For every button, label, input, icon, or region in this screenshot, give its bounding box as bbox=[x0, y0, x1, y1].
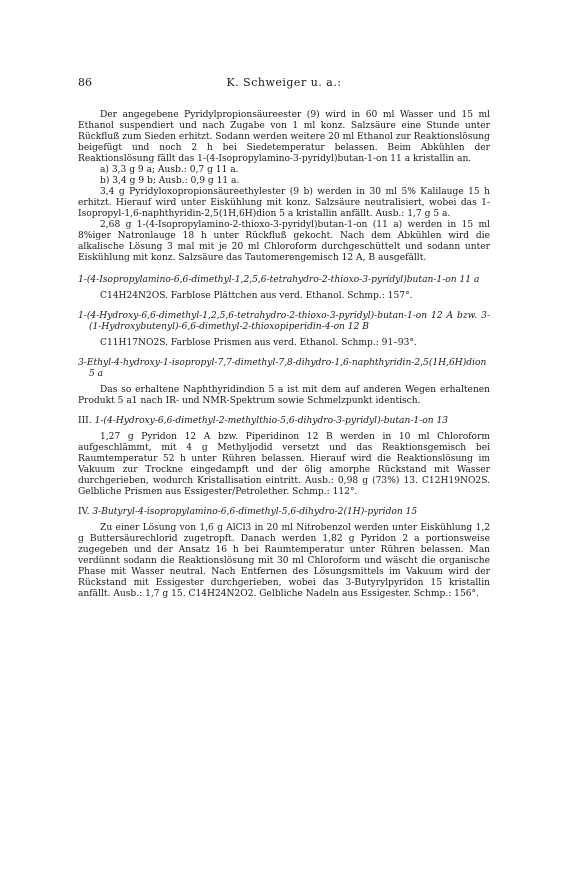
paragraph: 2,68 g 1-(4-Isopropylamino-2-thioxo-3-pyridyl)butan-1-on (11 a) werden in 15 ml 8%iger Natronlauge 18 h unter Rückfluß gekocht. Nach dem Abkühlen wird die alkalische Lösung 3 mal mit je 20 ml Chloroform durchgeschüttelt und sodann unter Eiskühlung mit konz. Salzsäure das Tautomerengemisch 12 A, B ausgefällt. bbox=[78, 220, 490, 263]
list-item: a) 3,3 g 9 a; Ausb.: 0,7 g 11 a. bbox=[100, 165, 239, 175]
section-heading bbox=[78, 507, 490, 518]
paragraph: 3,4 g Pyridyloxopropionsäureethylester (9 b) werden in 30 ml 5% Kalilauge 15 h erhitzt. Hierauf wird unter Eiskühlung mit konz. Salzsäure neutralisiert, wobei das 1-Isopropyl-1,6-naphthyridin-2,5(1H,6H)dion 5 a kristallin anfällt. Ausb.: 1,7 g 5 a. bbox=[78, 187, 490, 219]
section-numeral: III. bbox=[78, 416, 92, 426]
running-head: K. Schweiger u. a.: bbox=[226, 76, 342, 89]
compound-heading: 3-Ethyl-4-hydroxy-1-isopropyl-7,7-dimethyl-7,8-dihydro-1,6-naphthyridin-2,5(1H,6H)dion 5 a bbox=[78, 358, 487, 379]
compound-description: C14H24N2OS. Farblose Plättchen aus verd. Ethanol. Schmp.: 157°. bbox=[100, 291, 413, 301]
section-title: 3-Butyryl-4-isopropylamino-6,6-dimethyl-5,6-dihydro-2(1H)-pyridon 15 bbox=[92, 507, 418, 517]
compound-heading: 1-(4-Isopropylamino-6,6-dimethyl-1,2,5,6-tetrahydro-2-thioxo-3-pyridyl)butan-1-on 11 a bbox=[78, 275, 480, 285]
page-body bbox=[78, 110, 490, 609]
section-title: 1-(4-Hydroxy-6,6-dimethyl-2-methylthio-5,6-dihydro-3-pyridyl)-butan-1-on 13 bbox=[94, 416, 449, 426]
compound-heading: 1-(4-Hydroxy-6,6-dimethyl-1,2,5,6-tetrahydro-2-thioxo-3-pyridyl)-butan-1-on 12 A bzw. 3-(1-Hydroxybutenyl)-6,6-dimethyl-2-thioxopiperidin-4-on 12 B bbox=[78, 311, 490, 332]
page-number: 86 bbox=[78, 76, 92, 89]
section-text: 1,27 g Pyridon 12 A bzw. Piperidinon 12 B werden in 10 ml Chloroform aufgeschlämmt, mit 4 g Methyljodid versetzt und das Reaktionsgemisch bei Raumtemperatur 52 h unter Rühren belassen. Hierauf wird die Reaktionslösung im Vakuum zur Trockne eingedampft und der ölig amorphe Rückstand mit Wasser durchgerieben, wodurch Kristallisation eintritt. Ausb.: 0,98 g (73%) 13. C12H19NO2S. Gelbliche Prismen aus Essigester/Petrolether. Schmp.: 112°. bbox=[78, 432, 490, 497]
compound-description: Das so erhaltene Naphthyridindion 5 a ist mit dem auf anderen Wegen erhaltenen Produkt 5 a1 nach IR- und NMR-Spektrum sowie Schmelzpunkt identisch. bbox=[78, 385, 490, 406]
list-item: b) 3,4 g 9 b; Ausb.: 0,9 g 11 a. bbox=[100, 176, 240, 186]
section-heading bbox=[78, 416, 490, 427]
section-text: Zu einer Lösung von 1,6 g AlCl3 in 20 ml Nitrobenzol werden unter Eiskühlung 1,2 g Buttersäurechlorid zugetropft. Danach werden 1,82 g Pyridon 2 a portionsweise zugegeben und der Ansatz 16 h bei Raumtemperatur unter Rühren belassen. Man verdünnt sodann die Reaktionslösung mit 30 ml Chloroform und wäscht die organische Phase mit Wasser neutral. Nach Entfernen des Lösungsmittels im Vakuum wird der Rückstand mit Essigester durchgerieben, wobei das 3-Butyrylpyridon 15 kristallin anfällt. Ausb.: 1,7 g 15. C14H24N2O2. Gelbliche Nadeln aus Essigester. Schmp.: 156°. bbox=[78, 523, 490, 599]
section-numeral: IV. bbox=[78, 507, 90, 517]
paragraph: Der angegebene Pyridylpropionsäureester (9) wird in 60 ml Wasser und 15 ml Ethanol suspendiert und nach Zugabe von 1 ml konz. Salzsäure eine Stunde unter Rückfluß zum Sieden erhitzt. Sodann werden weitere 20 ml Ethanol zur Reaktionslösung beigefügt und noch 2 h bei Siedetemperatur belassen. Beim Abkühlen der Reaktionslösung fällt das 1-(4-Isopropylamino-3-pyridyl)butan-1-on 11 a kristallin an. bbox=[78, 110, 490, 164]
compound-description: C11H17NO2S. Farblose Prismen aus verd. Ethanol. Schmp.: 91–93°. bbox=[100, 338, 417, 348]
